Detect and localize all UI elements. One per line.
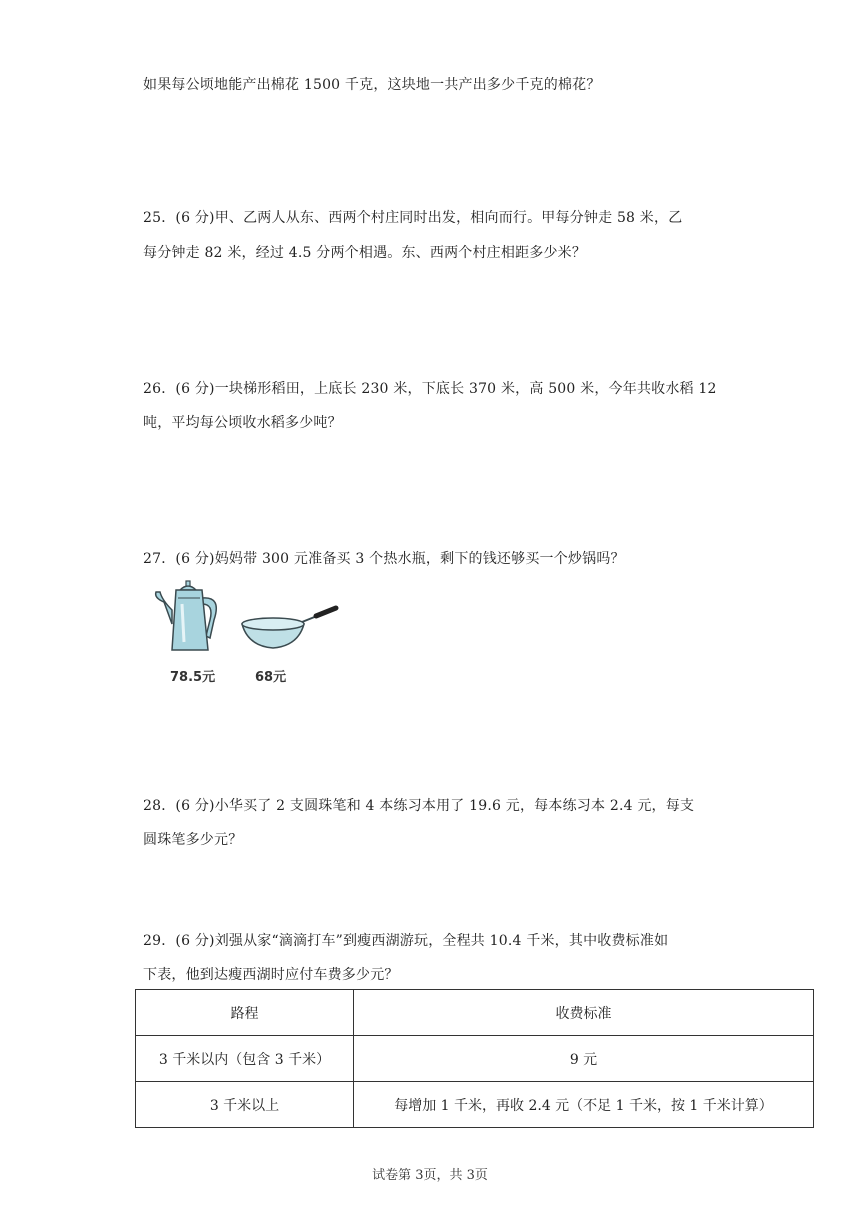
kettle-price: 78.5元	[170, 670, 216, 685]
question-27-line-1: 27．(6 分)妈妈带 300 元准备买 3 个热水瓶，剩下的钱还够买一个炒锅吗？	[143, 551, 625, 567]
table-row	[136, 1082, 814, 1128]
table-cell: 每增加 1 千米，再收 2.4 元（不足 1 千米，按 1 千米计算）	[354, 1082, 814, 1128]
fare-table	[135, 989, 814, 1128]
question-28-line-1: 28．(6 分)小华买了 2 支圆珠笔和 4 本练习本用了 19.6 元，每本练习本 2.4 元，每支	[143, 798, 695, 814]
table-cell: 3 千米以上	[136, 1082, 354, 1128]
question-29-line-2: 下表，他到达瘦西湖时应付车费多少元？	[143, 967, 399, 983]
wok-price: 68元	[255, 670, 287, 685]
question-intro: 如果每公顷地能产出棉花 1500 千克，这块地一共产出多少千克的棉花？	[143, 77, 601, 93]
question-26-line-1: 26．(6 分)一块梯形稻田，上底长 230 米，下底长 370 米，高 500 米，今年共收水稻 12	[143, 381, 717, 397]
question-26-line-2: 吨，平均每公顷收水稻多少吨？	[143, 415, 342, 431]
question-25-line-2: 每分钟走 82 米，经过 4.5 分两个相遇。东、西两个村庄相距多少米？	[143, 245, 587, 261]
table-cell: 9 元	[354, 1036, 814, 1082]
question-29-line-1: 29．(6 分)刘强从家“滴滴打车”到瘦西湖游玩，全程共 10.4 千米，其中收费标准如	[143, 933, 669, 949]
page-footer: 试卷第 3页，共 3页	[372, 1168, 488, 1183]
question-25-line-1: 25．(6 分)甲、乙两人从东、西两个村庄同时出发，相向而行。甲每分钟走 58 米，乙	[143, 210, 683, 226]
table-cell: 3 千米以内（包含 3 千米）	[136, 1036, 354, 1082]
table-header-cell: 路程	[136, 990, 354, 1036]
table-row	[136, 1036, 814, 1082]
table-header-row	[136, 990, 814, 1036]
table-header-cell: 收费标准	[354, 990, 814, 1036]
question-28-line-2: 圆珠笔多少元？	[143, 832, 243, 848]
